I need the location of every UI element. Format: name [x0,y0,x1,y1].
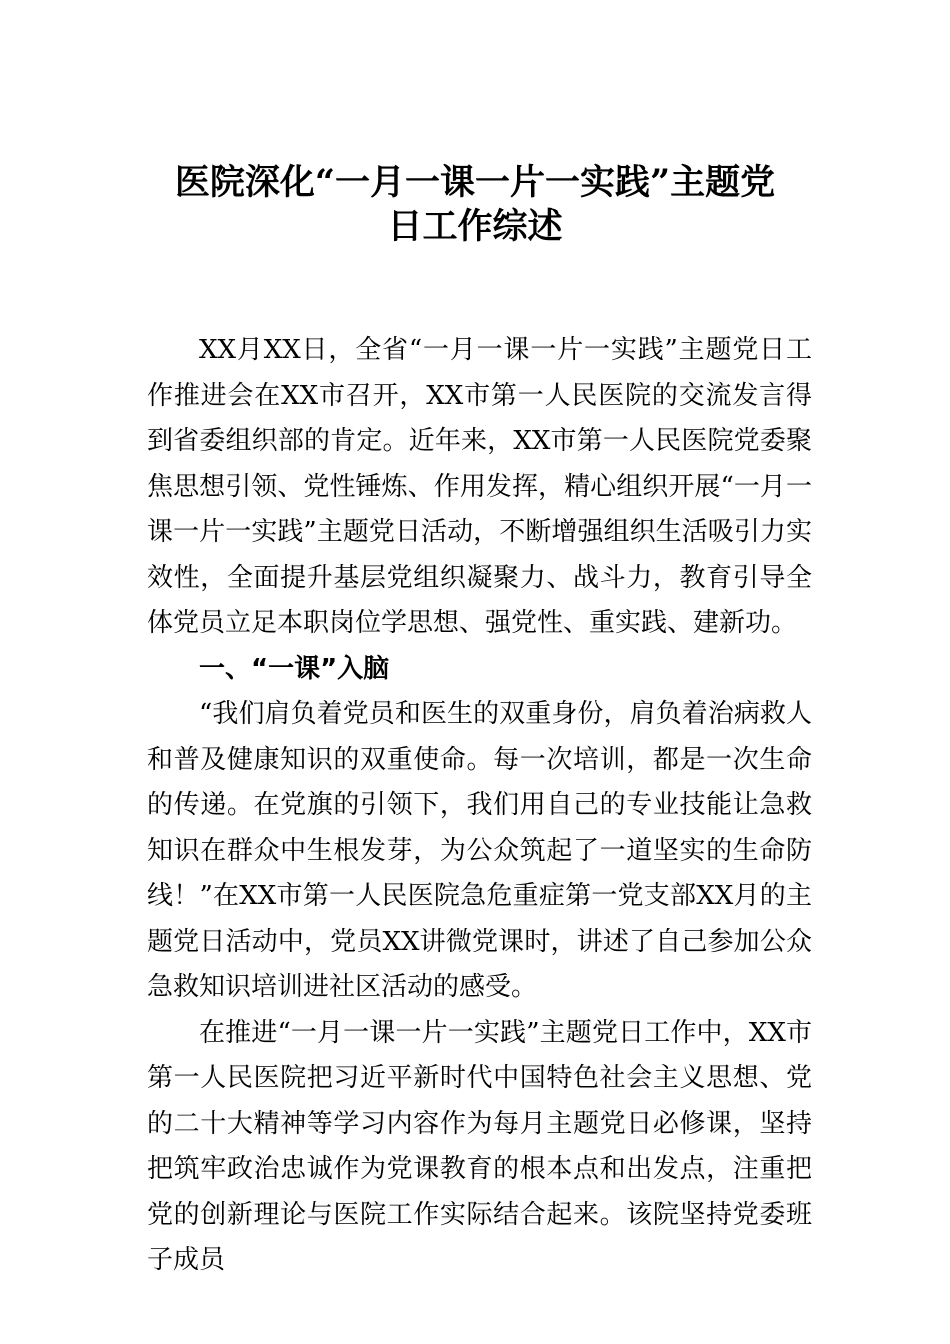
section-heading: 一、“一课”入脑 [199,653,390,684]
document-body [147,328,812,1284]
section-paragraph-1: “我们肩负着党员和医生的双重身份，肩负着治病救人和普及健康知识的双重使命。每一次培训，都是一次生命的传递。在党旗的引领下，我们用自己的专业技能让急救知识在群众中生根发芽，为公众筑起了一道坚实的生命防线！”在XX市第一人民医院急危重症第一党支部XX月的主题党日活动中，党员XX讲微党课时，讲述了自己参加公众急救知识培训进社区活动的感受。 [147,699,812,1002]
document-title-line-1: 医院深化“一月一课一片一实践”主题党 [174,162,776,203]
intro-paragraph: XX月XX日，全省“一月一课一片一实践”主题党日工作推进会在XX市召开，XX市第一人民医院的交流发言得到省委组织部的肯定。近年来，XX市第一人民医院党委聚焦思想引领、党性锤炼、作用发挥，精心组织开展“一月一课一片一实践”主题党日活动，不断增强组织生活吸引力实效性，全面提升基层党组织凝聚力、战斗力，教育引导全体党员立足本职岗位学思想、强党性、重实践、建新功。 [147,335,812,638]
document-title-line-2: 日工作综述 [387,206,563,247]
section-paragraph-2: 在推进“一月一课一片一实践”主题党日工作中，XX市第一人民医院把习近平新时代中国特色社会主义思想、党的二十大精神等学习内容作为每月主题党日必修课，坚持把筑牢政治忠诚作为党课教育的根本点和出发点，注重把党的创新理论与医院工作实际结合起来。该院坚持党委班子成员 [147,1017,812,1275]
